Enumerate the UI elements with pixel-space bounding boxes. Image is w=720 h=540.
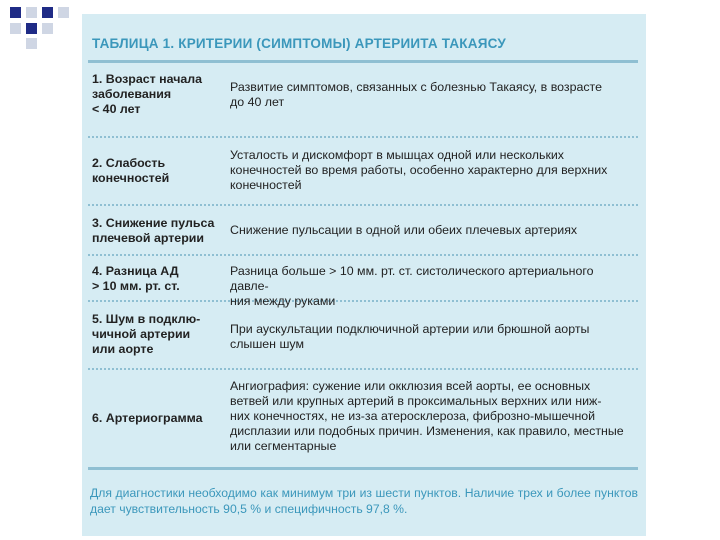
- criterion-cell: 5. Шум в подклю- чичной артерии или аорте: [92, 312, 201, 356]
- decor-square: [42, 23, 53, 34]
- title-divider: [88, 60, 638, 63]
- decor-square: [42, 7, 53, 18]
- criterion-cell: 2. Слабость конечностей: [92, 156, 170, 185]
- description-cell: Разница больше > 10 мм. рт. ст. систолического артериального давле- ния между руками: [230, 264, 594, 308]
- criterion-cell: 3. Снижение пульса плечевой артерии: [92, 216, 215, 245]
- corner-decoration: [0, 0, 90, 50]
- criterion-cell: 4. Разница АД > 10 мм. рт. ст.: [92, 264, 180, 293]
- description-cell: Усталость и дискомфорт в мышцах одной или нескольких конечностей во время работы, особенно характерно для верхних конечностей: [230, 148, 608, 192]
- table-row: [88, 206, 638, 256]
- table-row: [88, 138, 638, 206]
- decor-square: [26, 7, 37, 18]
- table-row: [88, 302, 638, 370]
- decor-square: [26, 23, 37, 34]
- table-row: [88, 66, 638, 138]
- table-row: [88, 256, 638, 308]
- description-cell: Развитие симптомов, связанных с болезнью Такаясу, в возрасте до 40 лет: [230, 80, 602, 109]
- decor-square: [58, 7, 69, 18]
- description-cell: Ангиография: сужение или окклюзия всей аорты, ее основных ветвей или крупных артерий в проксимальных верхних или ниж- них конечностях, не из-за атеросклероза, фиброзно-мышечной дисплазии или подобных причин. Изменения, как правило, местные или сегментарные: [230, 379, 624, 453]
- description-cell: Снижение пульсации в одной или обеих плечевых артериях: [230, 223, 578, 237]
- criteria-table: [88, 66, 638, 470]
- decor-square: [26, 38, 37, 49]
- criterion-cell: 1. Возраст начала заболевания < 40 лет: [92, 72, 203, 116]
- criterion-cell: 6. Артериограмма: [92, 411, 203, 425]
- criteria-table-card: [82, 14, 646, 536]
- table-title: ТАБЛИЦА 1. КРИТЕРИИ (СИМПТОМЫ) АРТЕРИИТА ТАКАЯСУ: [92, 36, 506, 51]
- description-cell: При аускультации подключичной артерии или брюшной аорты слышен шум: [230, 322, 590, 351]
- decor-square: [10, 7, 21, 18]
- decor-square: [10, 23, 21, 34]
- table-footnote: Для диагностики необходимо как минимум три из шести пунктов. Наличие трех и более пунктов дает чувствительность 90,5 % и специфичность 97,8 %.: [90, 486, 638, 516]
- table-row: [88, 370, 638, 470]
